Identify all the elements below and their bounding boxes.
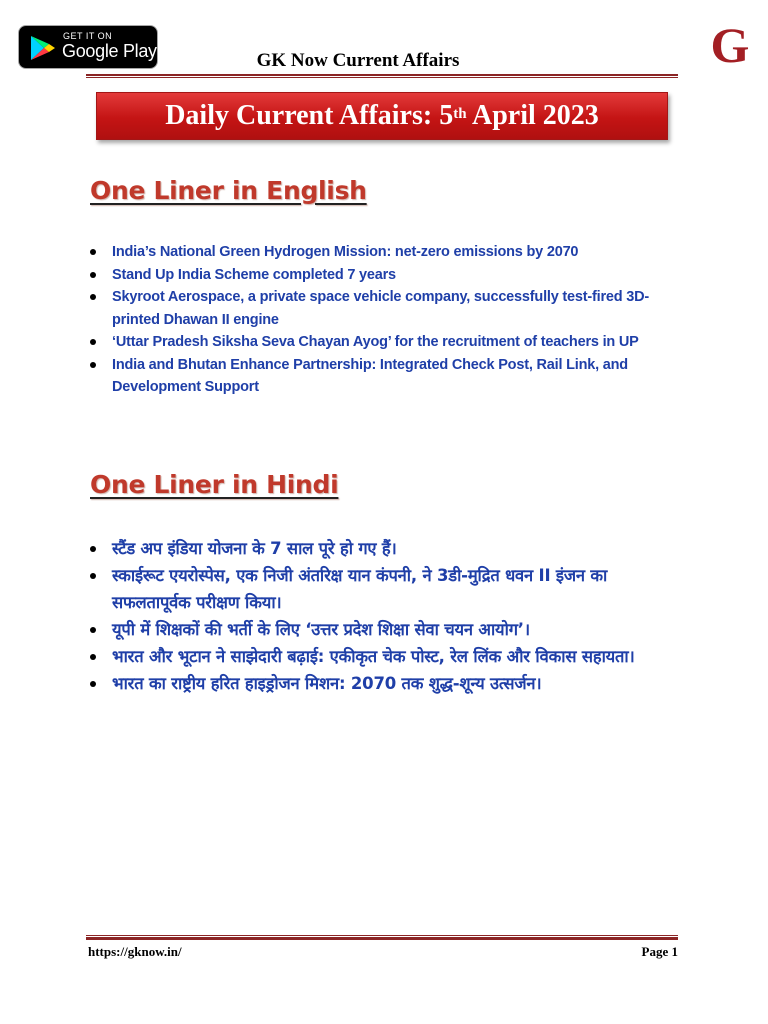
badge-top-text: GET IT ON [63, 31, 113, 41]
footer-url-link[interactable]: https://gknow.in/ [88, 944, 182, 959]
bullet-icon [90, 546, 96, 552]
badge-main-text: Google Play [62, 41, 157, 61]
list-item [90, 643, 680, 670]
banner-suffix: April 2023 [466, 100, 599, 131]
site-title: GK Now Current Affairs [256, 50, 460, 71]
page-number: Page 1 [641, 944, 678, 959]
bullet-icon [90, 681, 96, 687]
footer-rule [86, 935, 678, 940]
list-item-text: Skyroot Aerospace, a private space vehicle company, successfully test-fired 3D-printed Dhawan II engine [112, 289, 650, 328]
list-item-text: स्काईरूट एयरोस्पेस, एक निजी अंतरिक्ष यान कंपनी, ने 3डी-मुद्रित धवन II इंजन का सफलतापूर्वक परीक्षण किया। [112, 566, 608, 612]
bullet-icon [90, 654, 96, 660]
bullet-icon [90, 294, 96, 300]
english-section-title: One Liner in English [90, 176, 367, 205]
english-list [90, 241, 680, 399]
bullet-icon [90, 362, 96, 368]
daily-banner: Daily Current Affairs: 5 $^{th}$ April 2023 [96, 92, 668, 140]
list-item-text: India and Bhutan Enhance Partnership: Integrated Check Post, Rail Link, and Development Support [112, 356, 628, 395]
list-item-text: ‘Uttar Pradesh Siksha Seva Chayan Ayog’ for the recruitment of teachers in UP [112, 334, 639, 350]
list-item [90, 331, 680, 354]
list-item-text: यूपी में शिक्षकों की भर्ती के लिए ‘उत्तर प्रदेश शिक्षा सेवा चयन आयोग’। [112, 620, 530, 639]
bullet-icon [90, 249, 96, 255]
hindi-section-title: One Liner in Hindi [90, 470, 339, 499]
hindi-list [90, 535, 680, 697]
list-item [90, 241, 680, 264]
list-item-text: स्टैंड अप इंडिया योजना के 7 साल पूरे हो गए हैं। [112, 539, 397, 558]
list-item [90, 670, 680, 697]
list-item [90, 354, 680, 399]
logo-letter: G [710, 18, 750, 70]
bullet-icon [90, 339, 96, 345]
gknow-logo [708, 18, 752, 70]
bullet-icon [90, 627, 96, 633]
bullet-icon [90, 573, 96, 579]
list-item [90, 535, 680, 562]
list-item [90, 616, 680, 643]
list-item [90, 286, 680, 331]
list-item [90, 264, 680, 287]
list-item-text: भारत और भूटान ने साझेदारी बढ़ाई: एकीकृत चेक पोस्ट, रेल लिंक और विकास सहायता। [112, 647, 635, 666]
bullet-icon [90, 272, 96, 278]
header-rule [86, 74, 678, 78]
list-item-text: India’s National Green Hydrogen Mission: net-zero emissions by 2070 [112, 244, 579, 260]
list-item [90, 562, 680, 616]
list-item-text: भारत का राष्ट्रीय हरित हाइड्रोजन मिशन: 2070 तक शुद्ध-शून्य उत्सर्जन। [112, 674, 542, 693]
list-item-text: Stand Up India Scheme completed 7 years [112, 266, 396, 283]
banner-prefix: Daily Current Affairs: 5 [165, 100, 454, 131]
